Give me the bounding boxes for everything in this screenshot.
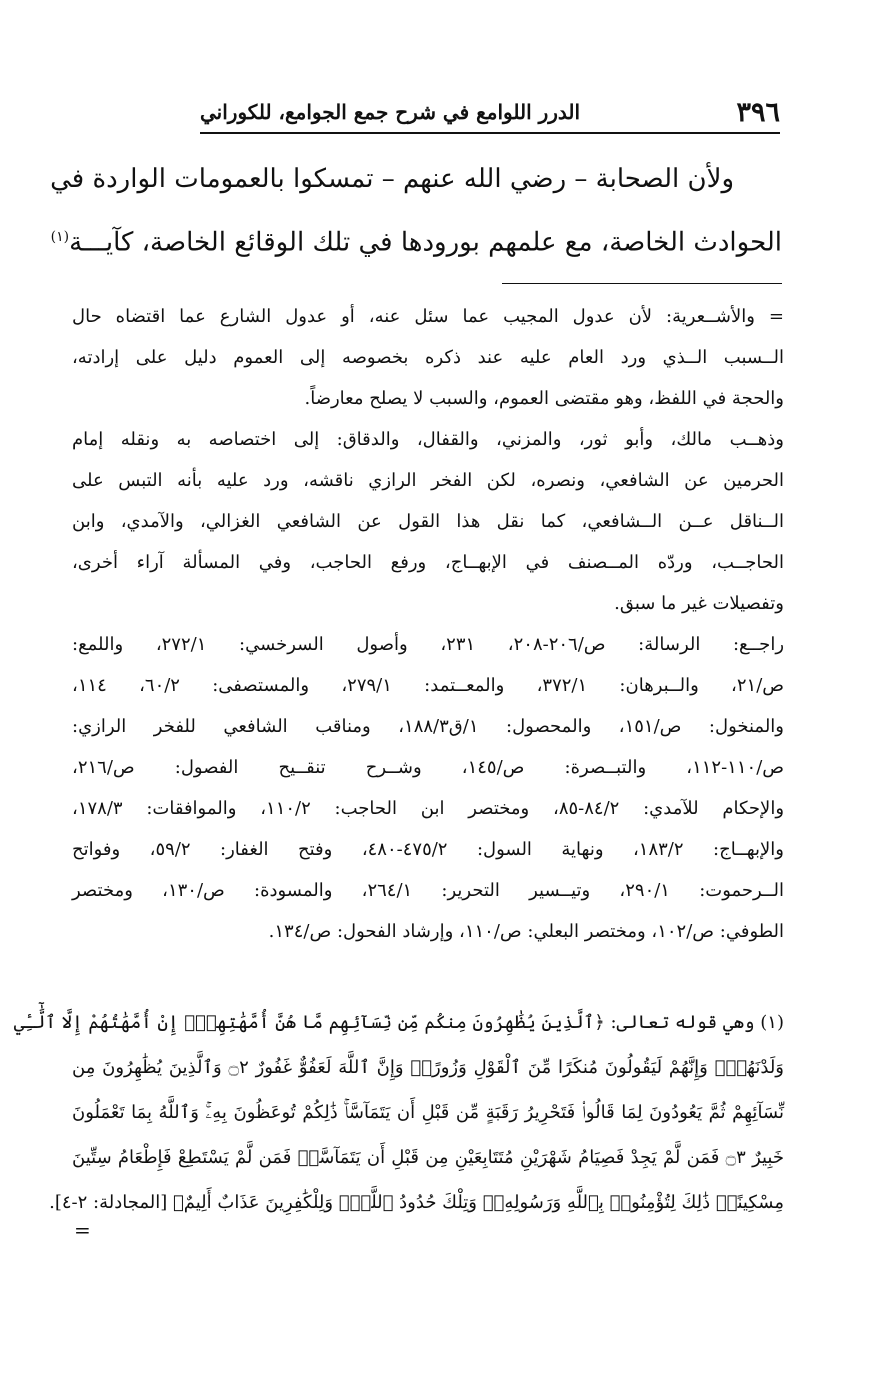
quran-line: وَلَدْنَهُمْۚ وَإِنَّهُمْ لَيَقُولُونَ مُنكَرًا مِّنَ ٱلْقَوْلِ وَزُورًاۚ وَإِنَّ ٱللَّهَ لَعَفُوٌّ غَفُورٌ ۝٢ وَٱلَّذِينَ يُظَٰهِرُونَ مِن — [72, 1057, 785, 1078]
page-header — [200, 92, 780, 134]
footnote-line: = والأشــعرية: لأن عدول المجيب عما سئل عنه، أو عدول الشارع عما اقتضاه حال — [72, 306, 784, 327]
footnote-line: وتفصيلات غير ما سبق. — [614, 593, 784, 614]
reference-line: والإبهــاج: ١٨٣/٢، ونهاية السول: ٤٧٥/٢-٤٨٠، وفتح الغفار: ٥٩/٢، وفواتح — [72, 839, 784, 860]
reference-line: ص/٢١، والــبرهان: ٣٧٢/١، والمعــتمد: ٢٧٩/١، والمستصفى: ٦٠/٢، ١١٤، — [72, 675, 785, 696]
footnotes — [72, 296, 784, 952]
reference-line: الطوفي: ص/١٠٢، ومختصر البعلي: ص/١١٠، وإرشاد الفحول: ص/١٣٤. — [268, 921, 784, 942]
footnote-marker: (١) — [50, 229, 70, 245]
footnote-separator — [502, 283, 782, 284]
reference-line: ص/١١٠-١١٢، والتبــصرة: ص/١٤٥، وشــرح تنقــيح الفصول: ص/٢١٦، — [72, 757, 785, 778]
footnote-line: الحاجــب، وردّه المــصنف في الإبهــاج، ورفع الحاجب، وفي المسألة آراء أخرى، — [72, 552, 784, 573]
footnote-continuation — [72, 296, 784, 419]
continuation-mark: = — [74, 1218, 91, 1242]
running-title: الدرر اللوامع في شرح جمع الجوامع، للكوراني — [200, 100, 581, 124]
quran-line: نِّسَآئِهِمْ ثُمَّ يَعُودُونَ لِمَا قَالُوا۟ فَتَحْرِيرُ رَقَبَةٍ مِّن قَبْلِ أَن يَتَمَآسَّاۚ ذَٰلِكُمْ تُوعَظُونَ بِهِۦۚ وَٱللَّهُ بِمَا تَعْمَلُونَ — [72, 1102, 784, 1123]
footnote-references — [72, 624, 784, 952]
footnote-line: وذهــب مالك، وأبو ثور، والمزني، والقفال، والدقاق: إلى اختصاصه به ونقله إمام — [72, 429, 784, 450]
footnote-line: والحجة في اللفظ، وهو مقتضى العموم، والسبب لا يصلح معارضاً. — [304, 388, 784, 409]
reference-line: راجــع: الرسالة: ص/٢٠٦-٢٠٨، ٢٣١، وأصول السرخسي: ٢٧٢/١، واللمع: — [72, 634, 785, 655]
reference-line: والمنخول: ص/١٥١، والمحصول: ١/ق١٨٨/٣، ومناقب الشافعي للفخر الرازي: — [72, 716, 784, 737]
footnote-line: الــسبب الــذي ورد العام عليه عند ذكره بخصوصه إلى العموم دليل على إرادته، — [72, 347, 784, 368]
reference-line: الــرحموت: ٢٩٠/١، وتيــسير التحرير: ٢٦٤/١، والمسودة: ص/١٣٠، ومختصر — [72, 880, 784, 901]
page-number: ٣٩٦ — [736, 96, 780, 128]
main-text-line: ولأن الصحابة – رضي الله عنهم – تمسكوا بالعمومات الواردة في — [50, 164, 734, 194]
main-text-line: الحوادث الخاصة، مع علمهم بورودها في تلك الوقائع الخاصة، كآيـــة — [69, 227, 782, 258]
main-text-line-with-marker — [50, 208, 782, 272]
footnote-line: الــناقل عــن الــشافعي، كما نقل هذا القول عن الشافعي الغزالي، والآمدي، وابن — [72, 511, 784, 532]
main-text — [50, 150, 782, 272]
quran-line: مِسْكِينًاۚ ذَٰلِكَ لِتُؤْمِنُوا۟ بِٱللَّهِ وَرَسُولِهِۦۚ وَتِلْكَ حُدُودُ ٱللَّهِۗ وَلِلْكَٰفِرِينَ عَذَابٌ أَلِيمٌ﴾ [المجادلة: ٢-٤]. — [49, 1192, 784, 1213]
quran-line: (١) وهي قوله تعالى: ﴿ٱلَّذِينَ يُظَٰهِرُونَ مِنكُم مِّن نِّسَآئِهِم مَّا هُنَّ أُمَّهَٰتِهِمْۖ إِنْ أُمَّهَٰتُهُمْ إِلَّا ٱلَّٰٓـِٔي — [13, 1012, 784, 1033]
quran-line: خَبِيرٌ ۝٣ فَمَن لَّمْ يَجِدْ فَصِيَامُ شَهْرَيْنِ مُتَتَابِعَيْنِ مِن قَبْلِ أَن يَتَمَآسَّاۖ فَمَن لَّمْ يَسْتَطِعْ فَإِطْعَامُ سِتِّينَ — [72, 1147, 784, 1168]
footnote-line: الحرمين عن الشافعي، ونصره، لكن الفخر الرازي ناقشه، ورد عليه بأنه التبس على — [72, 470, 784, 491]
reference-line: والإحكام للآمدي: ٨٤/٢-٨٥، ومختصر ابن الحاجب: ١١٠/٢، والموافقات: ١٧٨/٣، — [72, 798, 785, 819]
footnote-paragraph — [72, 419, 784, 624]
footnote-1-quran — [13, 1000, 785, 1225]
